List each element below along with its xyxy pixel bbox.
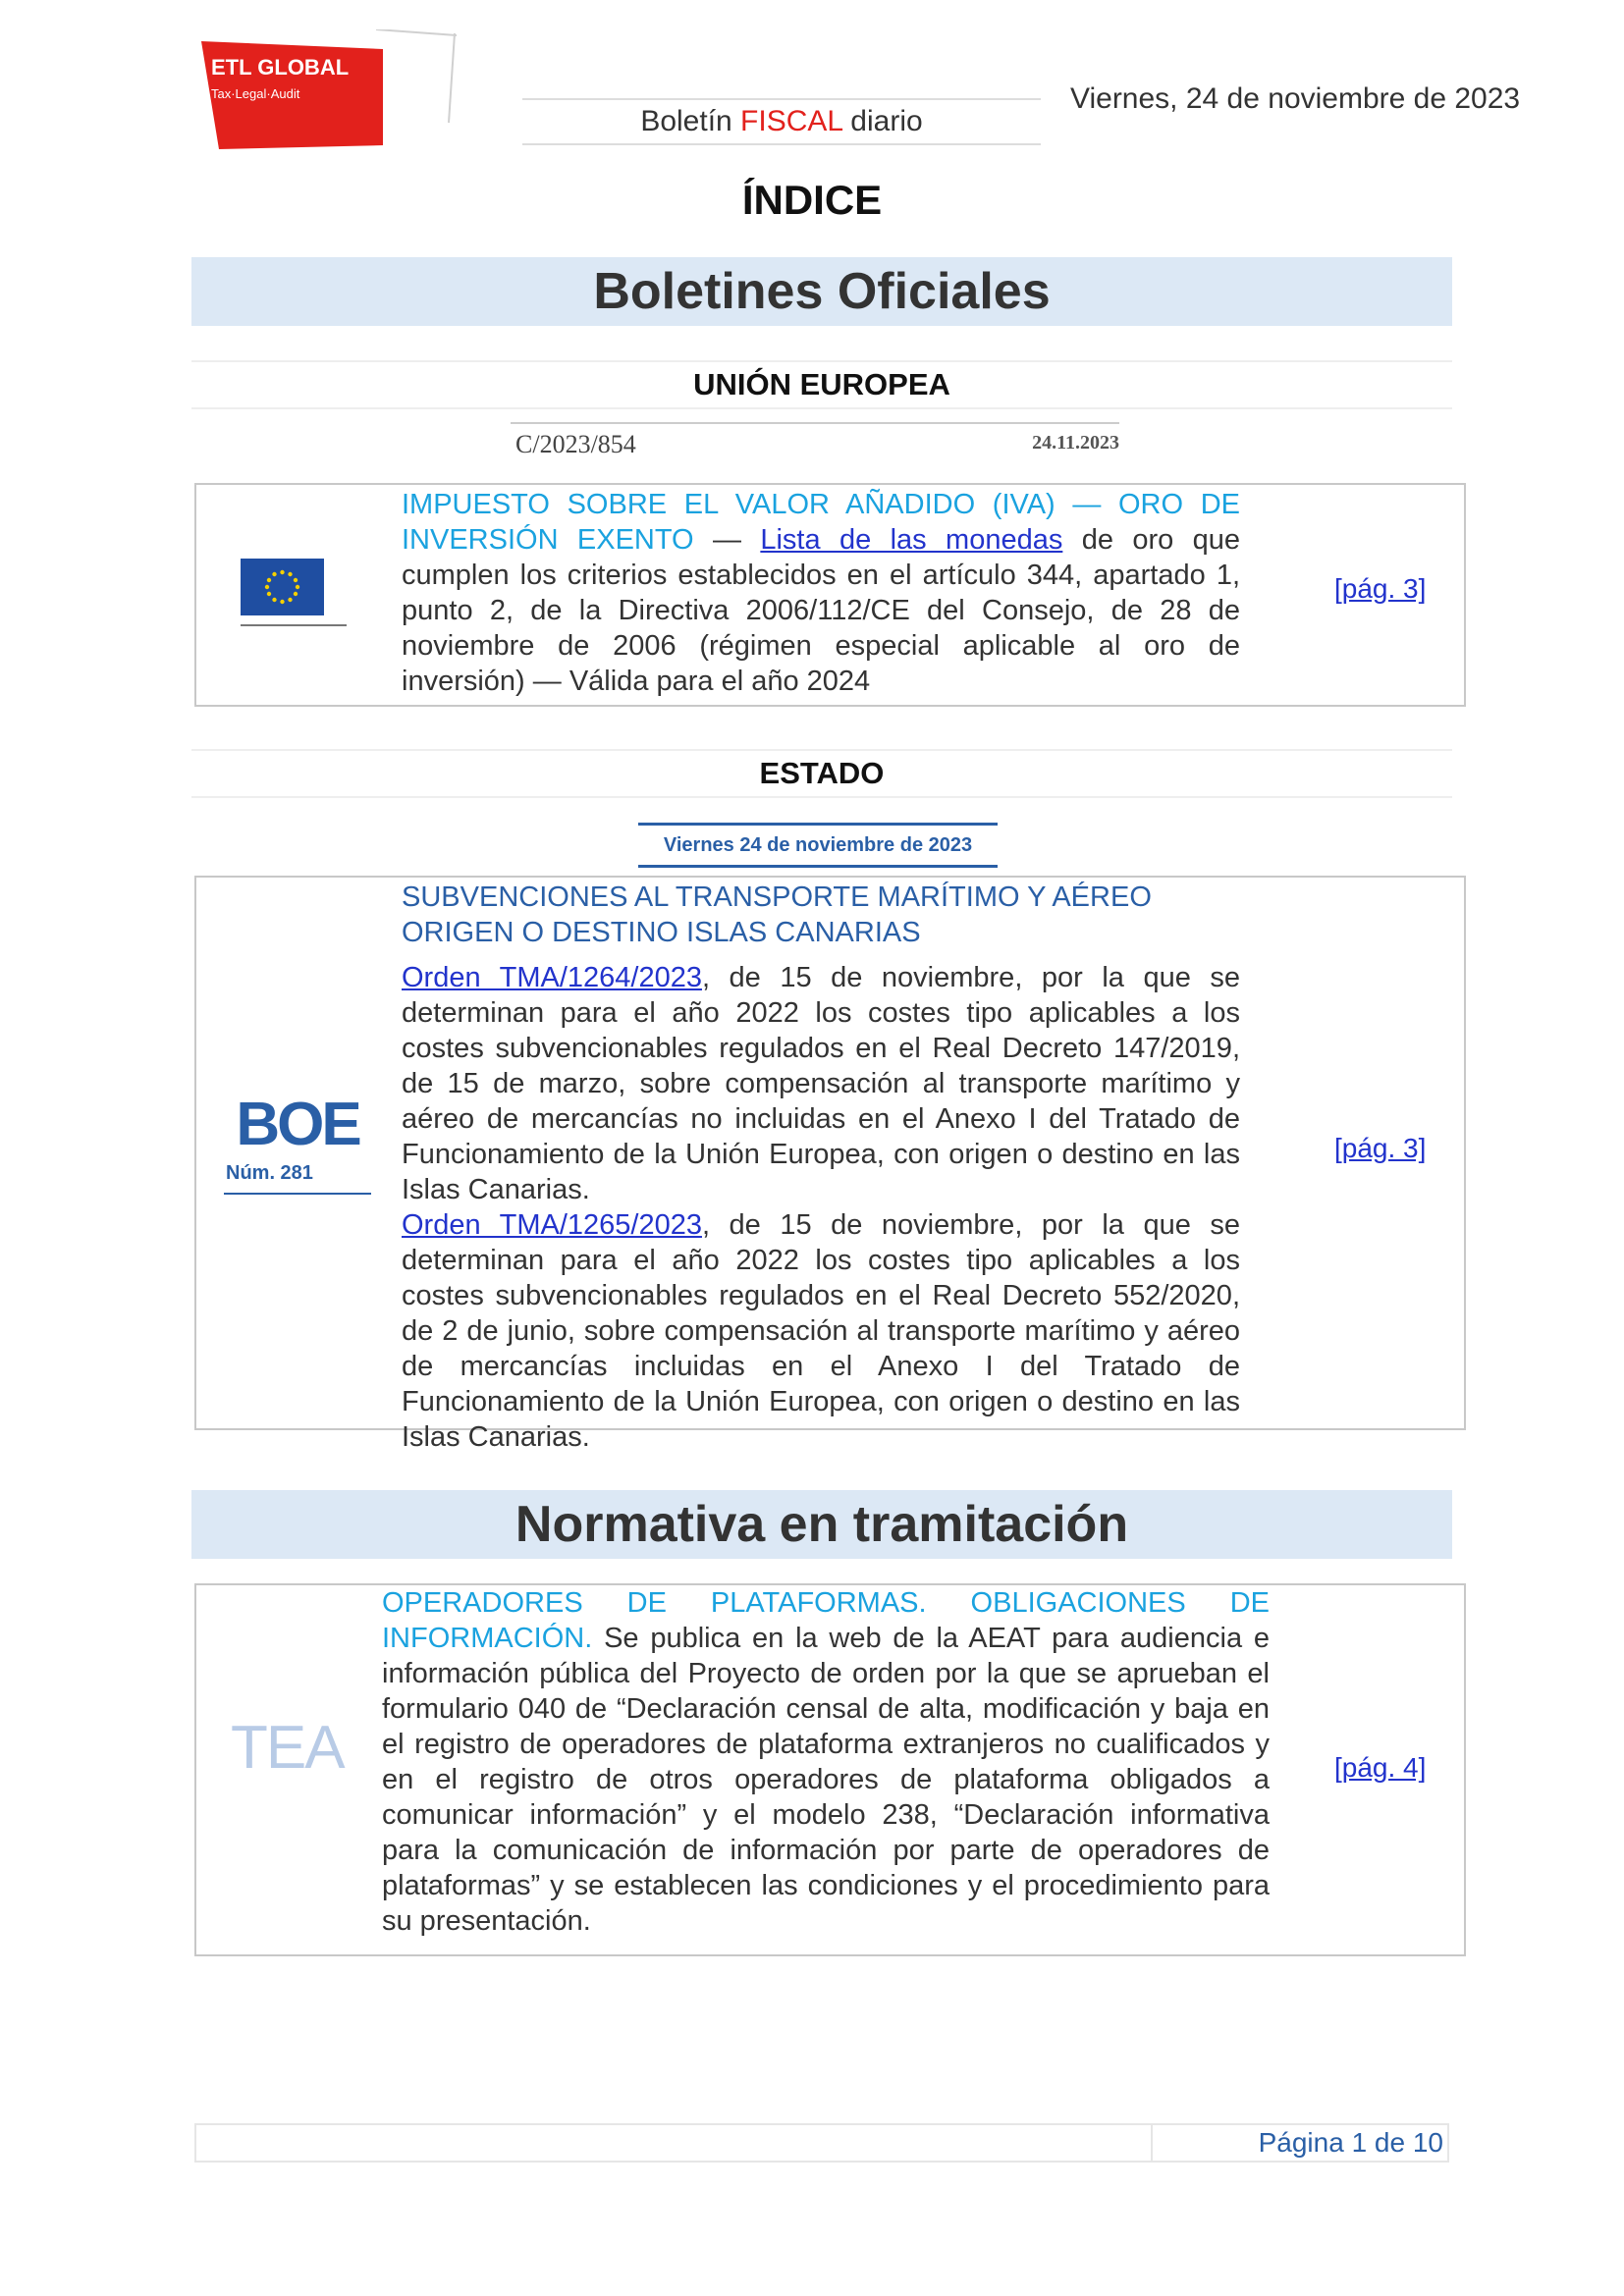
boe-logo	[224, 1091, 371, 1201]
orden-1264-paragraph	[402, 960, 1240, 1207]
entry-estado-title: SUBVENCIONES AL TRANSPORTE MARÍTIMO Y AÉREO ORIGEN O DESTINO ISLAS CANARIAS	[402, 881, 1152, 948]
boletin-title-prefix: Boletín	[640, 105, 741, 137]
entry-ue-iva	[194, 483, 1466, 707]
entry-normativa-text	[382, 1585, 1270, 1939]
entry-ue-separator: —	[693, 524, 761, 556]
tea-logo: TEA	[231, 1714, 344, 1782]
boe-logo-text: BOE	[236, 1091, 359, 1158]
section-label-ue: UNIÓN EUROPEA	[191, 360, 1452, 409]
boe-number: Núm. 281	[226, 1162, 313, 1184]
etl-logo-graphic	[201, 29, 457, 152]
orden-1264-body: , de 15 de noviembre, por la que se determinan para el año 2022 los costes tipo aplicables a los costes subvencionables regulados en el Real Decreto 147/2019, de 15 de marzo, sobre compensación al transporte marítimo y aéreo de mercancías no incluidas en el Anexo I del Tratado de Funcionamiento de la Unión Europea, con origen o destino en las Islas Canarias.	[402, 962, 1240, 1205]
section-label-estado: ESTADO	[191, 749, 1452, 798]
entry-estado-subvenciones	[194, 876, 1466, 1453]
boletin-title-suffix: diario	[841, 105, 923, 137]
orden-1265-body: , de 15 de noviembre, por la que se determinan para el año 2022 los costes tipo aplicables a los costes subvencionables regulados en el Real Decreto 552/2020, de 2 de junio, sobre compensación al transporte marítimo y aéreo de mercancías incluidas en el Anexo I del Tratado de Funcionamiento de la Unión Europea, con origen o destino en las Islas Canarias.	[402, 1209, 1240, 1453]
boletin-title-box	[522, 98, 1041, 145]
etl-global-logo	[201, 29, 457, 152]
page-link-ue[interactable]: [pág. 3]	[1334, 573, 1427, 604]
page-link-normativa[interactable]: [pág. 4]	[1334, 1752, 1427, 1783]
boletin-title-fiscal: FISCAL	[740, 105, 842, 137]
orden-tma-1264-link[interactable]: Orden TMA/1264/2023	[402, 962, 702, 993]
eu-reference-date: 24.11.2023	[1032, 432, 1119, 454]
entry-normativa-plataformas	[194, 1583, 1466, 1956]
page-link-estado[interactable]: [pág. 3]	[1334, 1133, 1427, 1163]
section-band-normativa: Normativa en tramitación	[191, 1490, 1452, 1559]
entry-ue-text	[402, 487, 1240, 699]
entry-normativa-body: Se publica en la web de la AEAT para audiencia e información pública del Proyecto de orden por la que se aprueban el formulario 040 de “Declaración censal de alta, modificación y baja en el registro de operadores de plataforma extranjeros no cualificados y en el registro de otros operadores de plataforma obligados a comunicar información” y el modelo 238, “Declaración informativa para la comunicación de información por parte de operadores de plataformas” y se establecen las condiciones y el procedimiento para su presentación.	[382, 1623, 1270, 1937]
logo-tagline: Tax·Legal·Audit	[211, 86, 300, 101]
boletin-title	[640, 105, 922, 137]
header-date: Viernes, 24 de noviembre de 2023	[1070, 82, 1521, 115]
index-title: ÍNDICE	[741, 177, 883, 223]
eu-reference-strip	[511, 422, 1119, 463]
entry-normativa-title: OPERADORES DE PLATAFORMAS. OBLIGACIONES DE INFORMACIÓN.	[382, 1587, 1270, 1654]
footer-page-number: Página 1 de 10	[1258, 2127, 1443, 2158]
boe-logo-underline	[224, 1193, 371, 1195]
logo-text: ETL GLOBAL	[211, 55, 350, 80]
entry-estado-text	[402, 880, 1240, 1455]
orden-tma-1265-link[interactable]: Orden TMA/1265/2023	[402, 1209, 702, 1241]
eu-flag-icon	[241, 559, 353, 627]
eu-reference-code: C/2023/854	[515, 430, 636, 458]
footer-divider	[1151, 2123, 1153, 2163]
section-band-boletines: Boletines Oficiales	[191, 257, 1452, 326]
entry-ue-title: IMPUESTO SOBRE EL VALOR AÑADIDO (IVA) — ORO DE INVERSIÓN EXENTO	[402, 489, 1240, 556]
boe-date-strip: Viernes 24 de noviembre de 2023	[638, 823, 998, 868]
orden-1265-paragraph	[402, 1207, 1240, 1455]
entry-ue-body: de oro que cumplen los criterios establecidos en el artículo 344, apartado 1, punto 2, de la Directiva 2006/112/CE del Consejo, de 28 de noviembre de 2006 (régimen especial aplicable al oro de inversión) — Válida para el año 2024	[402, 524, 1240, 697]
lista-monedas-link[interactable]: Lista de las monedas	[760, 524, 1063, 556]
